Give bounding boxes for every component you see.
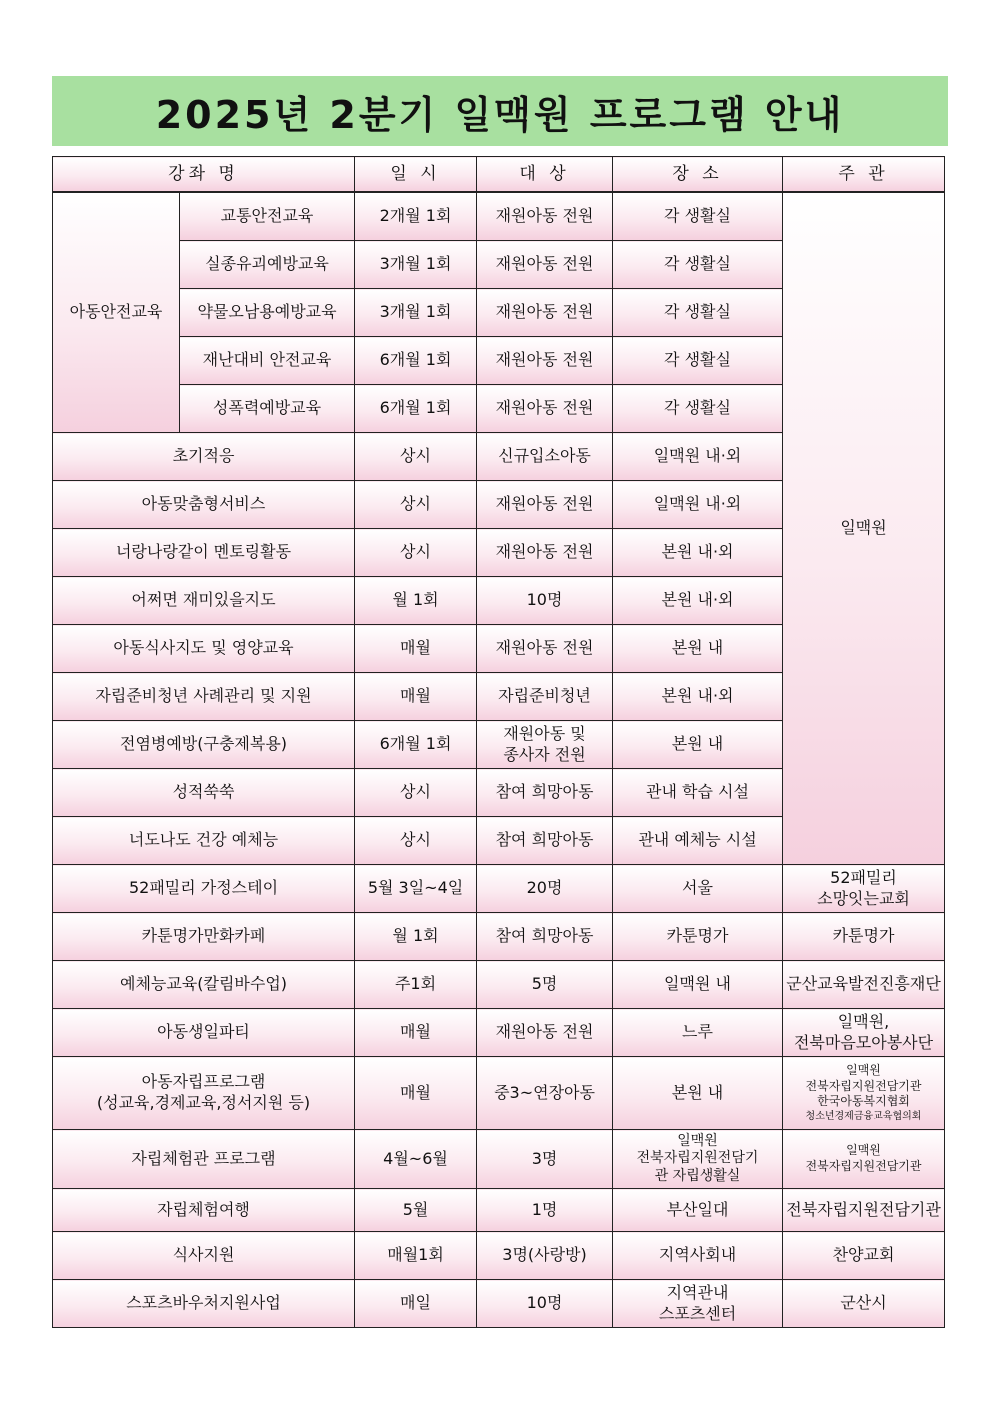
schedule-cell: 3개월 1회 [355,289,477,337]
schedule-cell: 매월 [355,1057,477,1130]
target-cell: 참여 희망아동 [477,817,613,865]
place-cell: 관내 예체능 시설 [613,817,783,865]
course-name: 카툰명가만화카페 [53,913,355,961]
course-name: 식사지원 [53,1232,355,1280]
target-cell: 재원아동 전원 [477,385,613,433]
organizer-line: 전북자립지원전담기관 [805,1159,922,1173]
course-name [53,1057,355,1130]
schedule-cell: 주1회 [355,961,477,1009]
place-line: 전북자립지원전담기 [636,1150,759,1167]
organizer-cell: 찬양교회 [783,1232,945,1280]
target-cell: 5명 [477,961,613,1009]
place-cell: 각 생활실 [613,385,783,433]
organizer-cell [783,1009,945,1057]
course-name: 전염병예방(구충제복용) [53,721,355,769]
place-cell: 카툰명가 [613,913,783,961]
target-cell: 1명 [477,1189,613,1232]
page-title: 2025년 2분기 일맥원 프로그램 안내 [155,92,845,137]
place-cell: 각 생활실 [613,241,783,289]
course-name: 스포츠바우처지원사업 [53,1280,355,1328]
schedule-cell: 매월 [355,625,477,673]
place-cell: 각 생활실 [613,289,783,337]
schedule-cell: 6개월 1회 [355,385,477,433]
schedule-cell: 4월~6월 [355,1130,477,1189]
place-cell: 본원 내 [613,625,783,673]
title-banner [52,76,948,146]
place-line: 지역관내 [666,1282,729,1302]
target-cell: 10명 [477,577,613,625]
course-name: 자립준비청년 사례관리 및 지원 [53,673,355,721]
place-cell: 본원 내 [613,1057,783,1130]
course-name: 실종유괴예방교육 [180,241,355,289]
place-cell: 일맥원 내·외 [613,481,783,529]
course-name: 자립체험여행 [53,1189,355,1232]
organizer-line: 일맥원 [846,1143,881,1158]
course-name: 아동생일파티 [53,1009,355,1057]
target-cell: 중3~연장아동 [477,1057,613,1130]
place-line: 일맥원 [677,1132,718,1149]
table-row [53,1057,945,1130]
place-cell [613,1130,783,1189]
place-cell: 일맥원 내 [613,961,783,1009]
target-cell: 재원아동 전원 [477,625,613,673]
place-cell: 지역사회내 [613,1232,783,1280]
target-cell [477,721,613,769]
course-name-line: (성교육,경제교육,정서지원 등) [96,1093,311,1112]
header-place: 장 소 [613,157,783,193]
organizer-cell: 전북자립지원전담기관 [783,1189,945,1232]
place-cell: 본원 내·외 [613,577,783,625]
target-cell: 재원아동 전원 [477,337,613,385]
place-cell: 부산일대 [613,1189,783,1232]
main-organizer: 일맥원 [783,192,945,865]
course-name: 52패밀리 가정스테이 [53,865,355,913]
place-cell: 느루 [613,1009,783,1057]
header-course: 강좌 명 [53,157,355,193]
target-cell: 참여 희망아동 [477,913,613,961]
place-cell: 서울 [613,865,783,913]
course-name: 아동식사지도 및 영양교육 [53,625,355,673]
table-row [53,961,945,1009]
course-name: 자립체험관 프로그램 [53,1130,355,1189]
place-cell: 본원 내·외 [613,673,783,721]
table-row [53,913,945,961]
course-name-line: 아동자립프로그램 [141,1072,266,1092]
course-name: 초기적응 [53,433,355,481]
schedule-cell: 6개월 1회 [355,337,477,385]
table-row [53,1189,945,1232]
organizer-line: 일맥원, [837,1011,890,1031]
table-row [53,192,945,241]
target-cell: 참여 희망아동 [477,769,613,817]
organizer-line: 전북자립지원전담기관 [805,1078,922,1093]
course-name: 성적쑥쑥 [53,769,355,817]
place-cell: 관내 학습 시설 [613,769,783,817]
table-row [53,1280,945,1328]
place-line: 스포츠센터 [658,1303,737,1323]
organizer-line: 전북마음모아봉사단 [793,1032,934,1052]
course-name: 약물오남용예방교육 [180,289,355,337]
course-name: 어쩌면 재미있을지도 [53,577,355,625]
organizer-cell: 군산시 [783,1280,945,1328]
schedule-cell: 3개월 1회 [355,241,477,289]
organizer-cell [783,1130,945,1189]
safety-group-label: 아동안전교육 [53,192,180,433]
organizer-line: 일맥원 [846,1063,881,1078]
target-cell: 자립준비청년 [477,673,613,721]
header-organizer: 주 관 [783,157,945,193]
schedule-cell: 상시 [355,529,477,577]
course-name: 교통안전교육 [180,192,355,241]
header-row [53,157,945,193]
course-name: 너도나도 건강 예체능 [53,817,355,865]
target-line: 재원아동 및 [503,723,586,743]
table-row [53,1009,945,1057]
schedule-cell: 5월 3일~4일 [355,865,477,913]
target-cell: 재원아동 전원 [477,192,613,241]
organizer-cell [783,865,945,913]
organizer-line: 한국아동복지협회 [817,1094,910,1109]
place-cell: 본원 내·외 [613,529,783,577]
organizer-line: 청소년경제금융교육협의회 [805,1110,922,1122]
table-row [53,1232,945,1280]
program-table [52,156,945,1328]
table-row [53,865,945,913]
place-cell: 일맥원 내·외 [613,433,783,481]
place-cell: 각 생활실 [613,192,783,241]
place-cell: 각 생활실 [613,337,783,385]
schedule-cell: 월 1회 [355,913,477,961]
organizer-cell: 카툰명가 [783,913,945,961]
header-schedule: 일 시 [355,157,477,193]
target-cell: 재원아동 전원 [477,1009,613,1057]
target-cell: 20명 [477,865,613,913]
schedule-cell: 매월1회 [355,1232,477,1280]
target-cell: 3명(사랑방) [477,1232,613,1280]
course-name: 너랑나랑같이 멘토링활동 [53,529,355,577]
organizer-line: 52패밀리 [830,867,897,887]
target-line: 종사자 전원 [503,744,586,764]
target-cell: 3명 [477,1130,613,1189]
organizer-cell [783,1057,945,1130]
course-name: 아동맞춤형서비스 [53,481,355,529]
target-cell: 재원아동 전원 [477,529,613,577]
place-cell: 본원 내 [613,721,783,769]
organizer-line: 소망잇는교회 [817,888,910,908]
schedule-cell: 월 1회 [355,577,477,625]
schedule-cell: 매일 [355,1280,477,1328]
schedule-cell: 5월 [355,1189,477,1232]
schedule-cell: 상시 [355,769,477,817]
schedule-cell: 상시 [355,481,477,529]
target-cell: 10명 [477,1280,613,1328]
target-cell: 재원아동 전원 [477,241,613,289]
place-line: 관 자립생활실 [654,1167,741,1184]
place-cell [613,1280,783,1328]
schedule-cell: 상시 [355,817,477,865]
schedule-cell: 매월 [355,1009,477,1057]
course-name: 재난대비 안전교육 [180,337,355,385]
schedule-cell: 상시 [355,433,477,481]
schedule-cell: 2개월 1회 [355,192,477,241]
target-cell: 재원아동 전원 [477,481,613,529]
table-row [53,1130,945,1189]
target-cell: 신규입소아동 [477,433,613,481]
course-name: 성폭력예방교육 [180,385,355,433]
organizer-cell: 군산교육발전진흥재단 [783,961,945,1009]
schedule-cell: 매월 [355,673,477,721]
schedule-cell: 6개월 1회 [355,721,477,769]
course-name: 예체능교육(칼림바수업) [53,961,355,1009]
header-target: 대 상 [477,157,613,193]
target-cell: 재원아동 전원 [477,289,613,337]
